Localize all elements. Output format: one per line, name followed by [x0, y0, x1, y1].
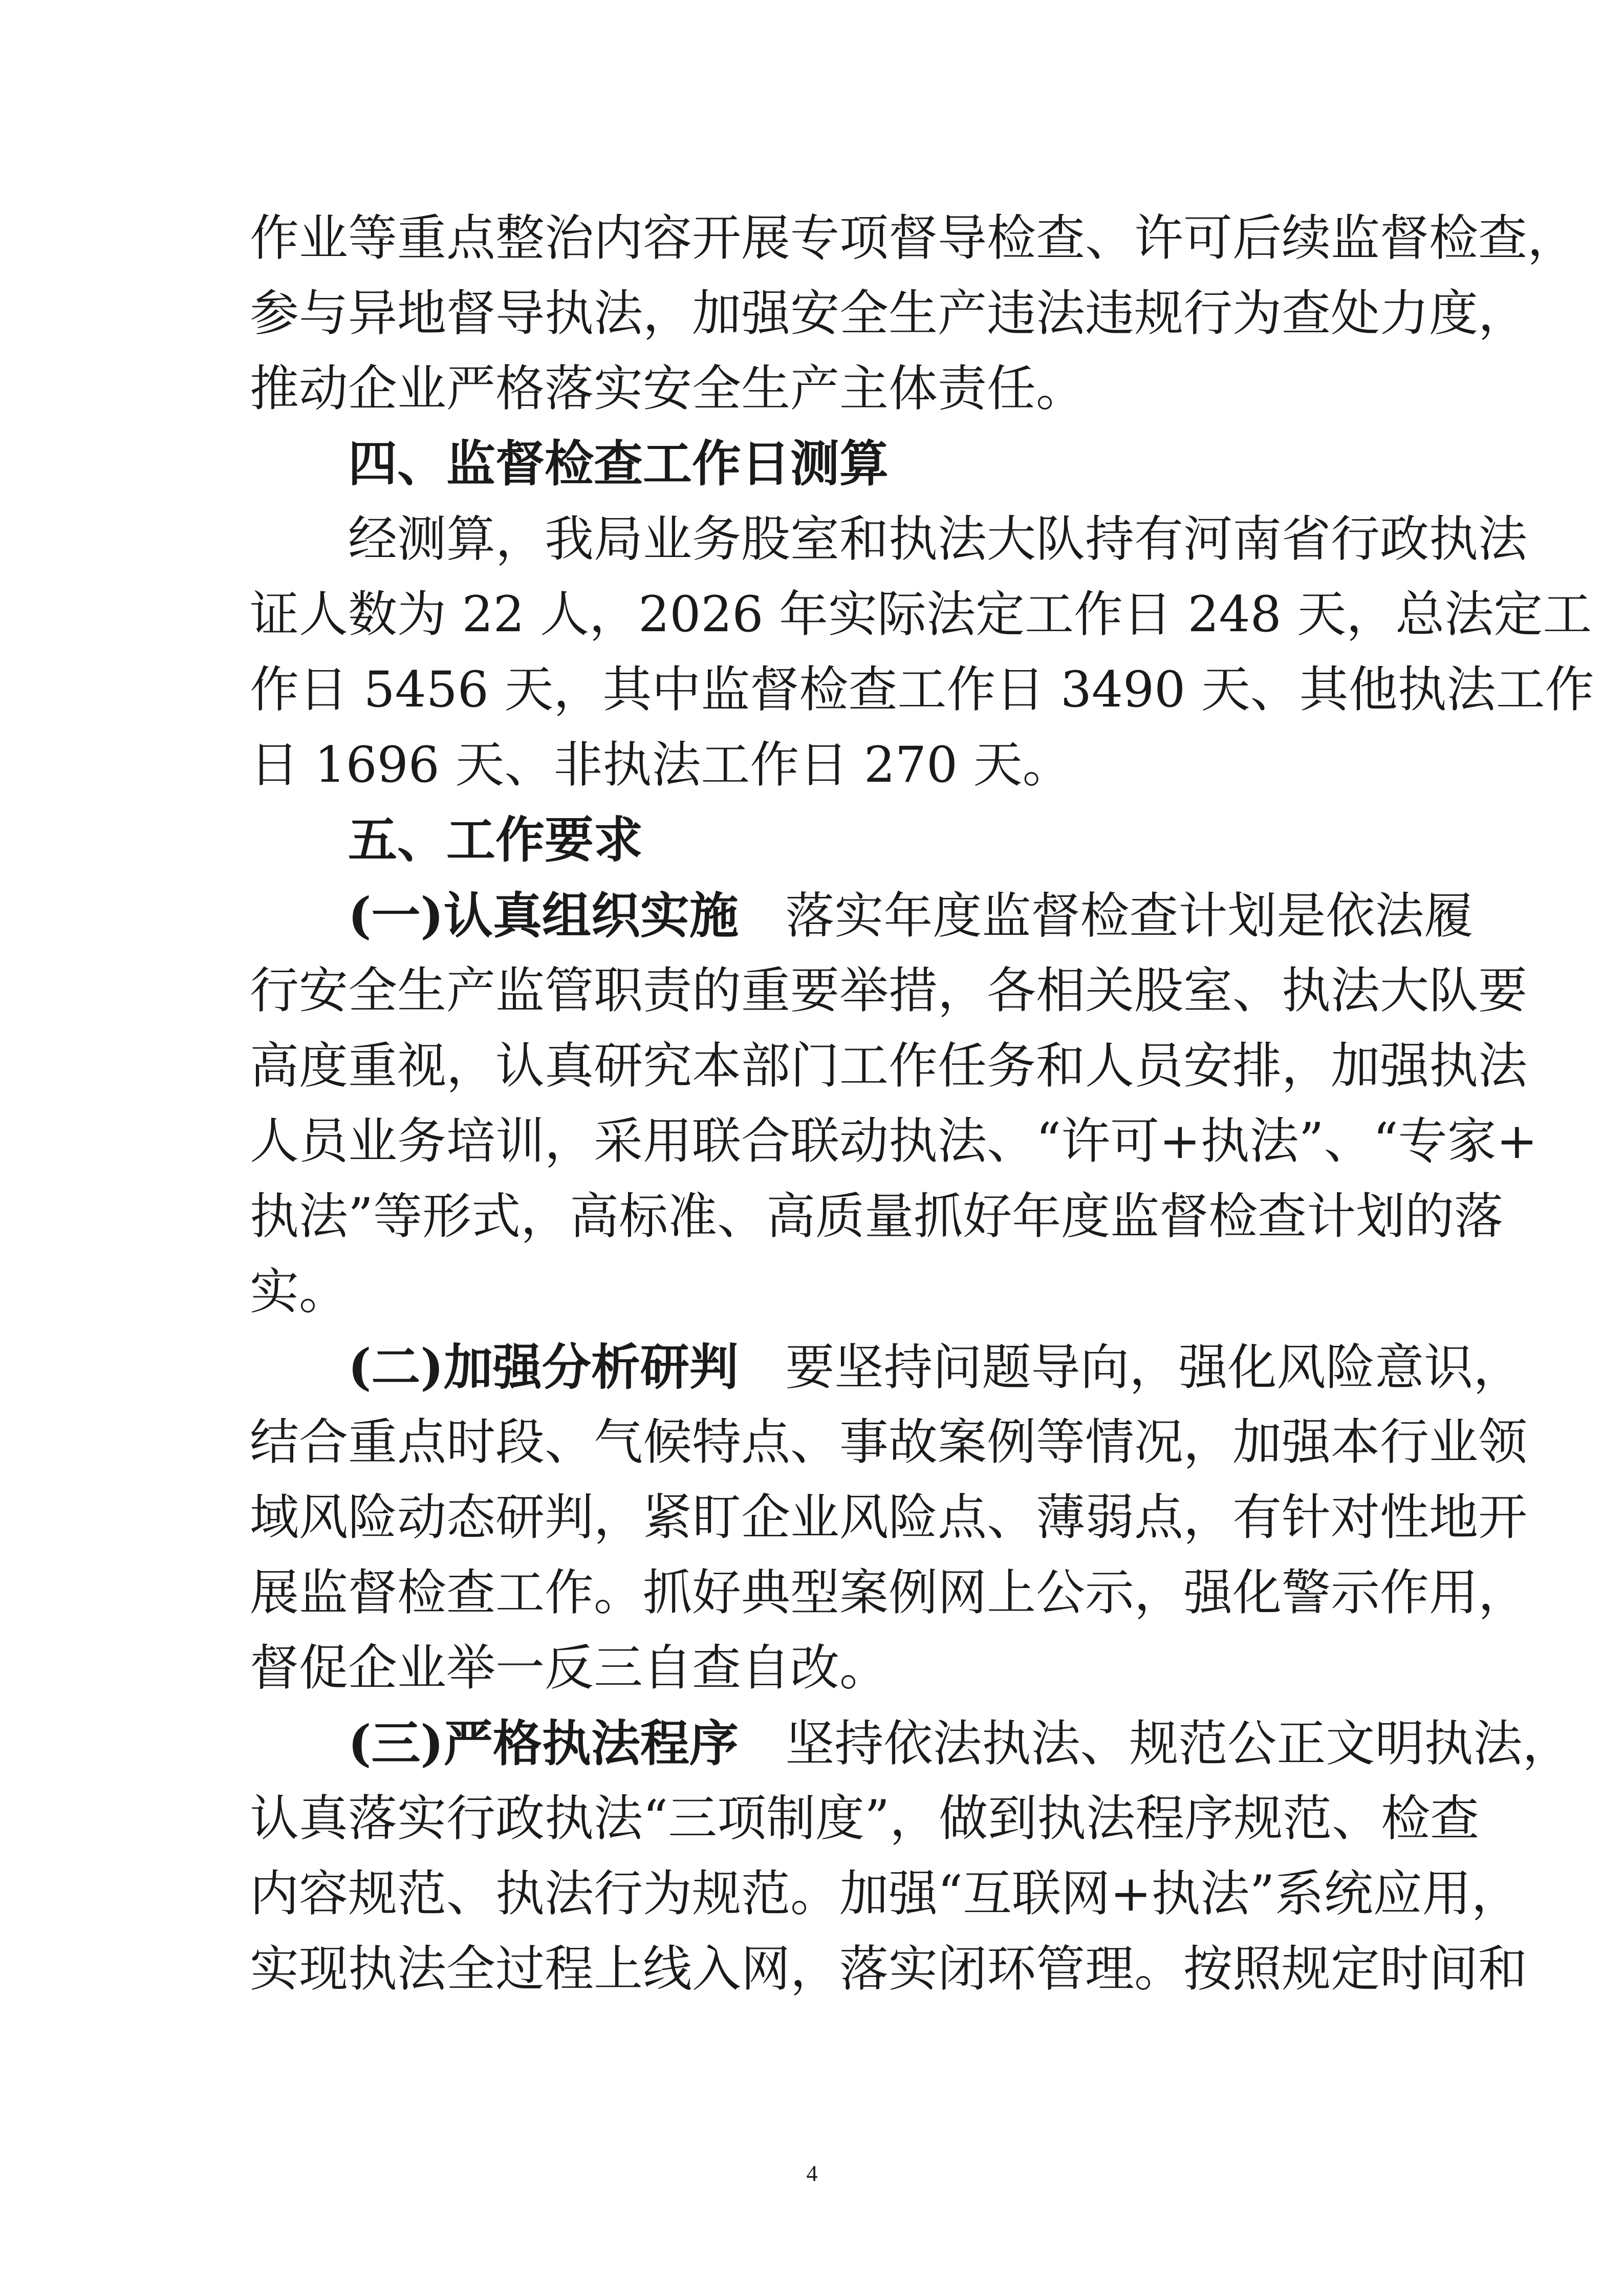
- item-3-title: (三)严格执法程序: [348, 1714, 739, 1772]
- text-line: 参与异地督导执法，加强安全生产违法违规行为查处力度，: [250, 285, 1527, 342]
- text-line: 作日 5456 天，其中监督检查工作日 3490 天、其他执法工作: [250, 661, 1594, 718]
- text-line: 实现执法全过程上线入网，落实闭环管理。按照规定时间和: [250, 1940, 1527, 1998]
- text-line: 展监督检查工作。抓好典型案例网上公示，强化警示作用，: [250, 1564, 1527, 1621]
- item-3-text: 坚持依法执法、规范公正文明执法，: [785, 1715, 1572, 1772]
- text-line: 经测算，我局业务股室和执法大队持有河南省行政执法: [348, 510, 1527, 568]
- item-1-first-line: [250, 878, 1474, 953]
- text-line: 实。: [250, 1263, 348, 1320]
- item-3-first-line: [250, 1706, 1572, 1781]
- text-line: 执法”等形式，高标准、高质量抓好年度监督检查计划的落: [250, 1188, 1504, 1245]
- text-line: 作业等重点整治内容开展专项督导检查、许可后续监督检查，: [250, 209, 1576, 267]
- item-1-title: (一)认真组织实施: [348, 887, 739, 945]
- text-line: 内容规范、执法行为规范。加强“互联网+执法”系统应用，: [250, 1865, 1521, 1922]
- document-body: [250, 201, 1594, 2007]
- text-line: 人员业务培训，采用联合联动执法、“许可+执法”、“专家+: [250, 1112, 1538, 1170]
- text-line: 域风险动态研判，紧盯企业风险点、薄弱点，有针对性地开: [250, 1489, 1527, 1546]
- section-heading-4: 四、监督检查工作日测算: [348, 435, 889, 492]
- text-line: 高度重视，认真研究本部门工作任务和人员安排，加强执法: [250, 1037, 1527, 1095]
- text-line: 推动企业严格落实安全生产主体责任。: [250, 360, 1085, 417]
- page-number: 4: [806, 2161, 818, 2186]
- text-line: 日 1696 天、非执法工作日 270 天。: [250, 736, 1072, 793]
- section-heading-5: 五、工作要求: [348, 811, 643, 869]
- item-1-text: 落实年度监督检查计划是依法履: [785, 887, 1474, 945]
- text-line: 督促企业举一反三自查自改。: [250, 1639, 889, 1697]
- item-2-text: 要坚持问题导向，强化风险意识，: [785, 1339, 1523, 1396]
- text-line: 行安全生产监管职责的重要举措，各相关股室、执法大队要: [250, 962, 1527, 1019]
- item-2-first-line: [250, 1329, 1523, 1405]
- item-2-title: (二)加强分析研判: [348, 1338, 739, 1396]
- text-line: 结合重点时段、气候特点、事故案例等情况，加强本行业领: [250, 1413, 1527, 1471]
- text-line: 证人数为 22 人，2026 年实际法定工作日 248 天，总法定工: [250, 586, 1592, 643]
- text-line: 认真落实行政执法“三项制度”，做到执法程序规范、检查: [250, 1790, 1480, 1847]
